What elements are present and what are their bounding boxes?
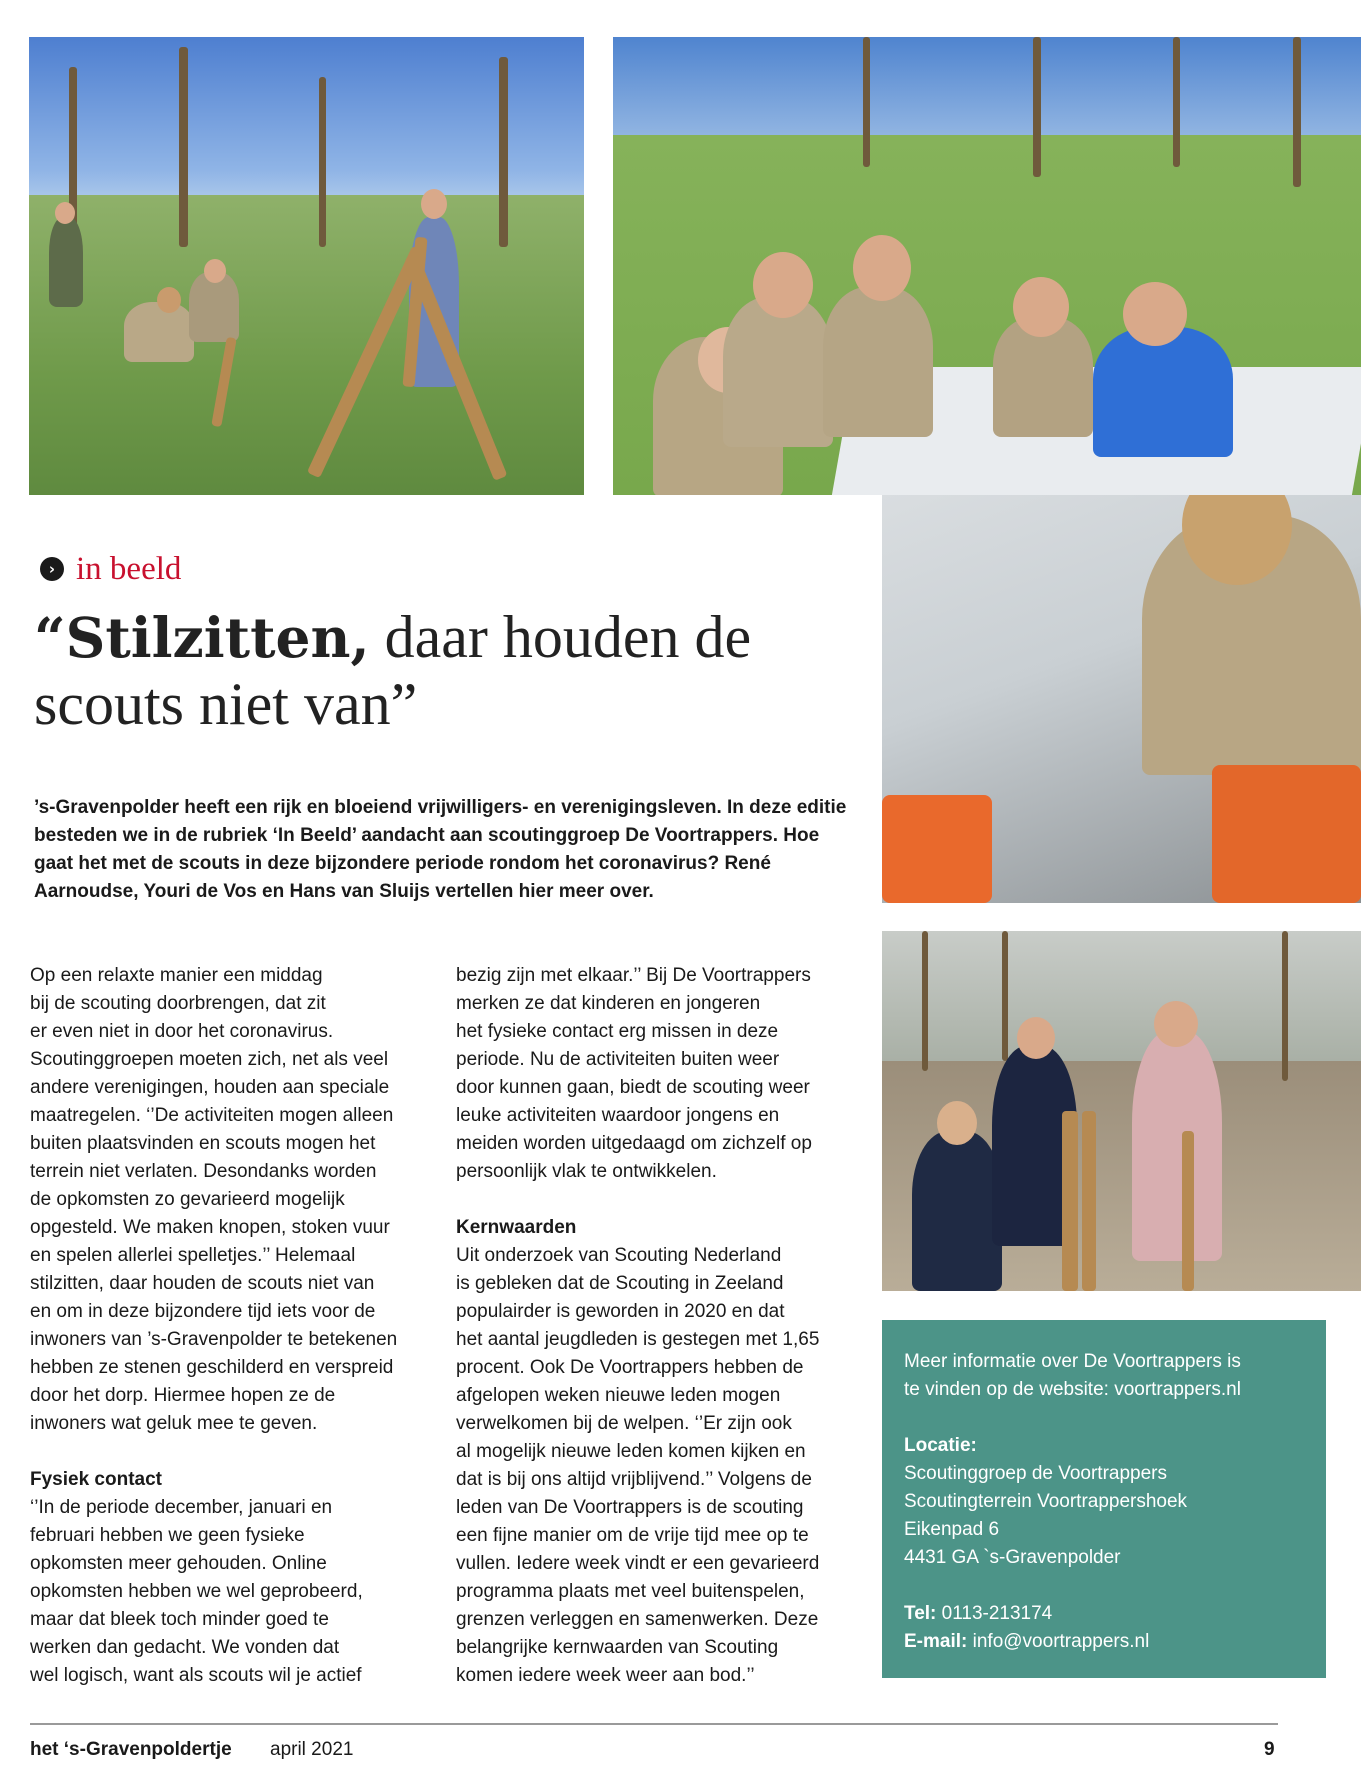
- footer-divider: [30, 1723, 1278, 1725]
- article-headline: [34, 604, 834, 737]
- tel-value: 0113-213174: [936, 1603, 1053, 1624]
- email-label: E-mail:: [904, 1631, 968, 1652]
- email-value: info@voortrappers.nl: [967, 1631, 1150, 1652]
- info-box-intro: Meer informatie over De Voortrappers is te vinden op de website: voortrappers.nl: [904, 1351, 1241, 1400]
- photo-scouts-pioneering: [29, 37, 584, 495]
- photo-scouts-painting-stones-table: [882, 495, 1361, 903]
- info-box: [882, 1320, 1326, 1678]
- headline-rest: daar houden de scouts niet van”: [34, 604, 752, 737]
- section-label: [40, 552, 181, 586]
- info-box-contact: [904, 1600, 1304, 1656]
- article-intro: ’s-Gravenpolder heeft een rijk en bloeiend vrijwilligers- en verenigingsleven. In deze editie besteden we in de rubriek ‘In Beeld’ aandacht aan scoutinggroep De Voortrappers. Hoe gaat het met de scouts in deze bijzondere periode rondom het coronavirus? René Aarnoudse, Youri de Vos en Hans van Sluijs vertellen hier meer over.: [34, 797, 847, 902]
- column-2-heading: Kernwaarden: [456, 1217, 577, 1238]
- column-1-paragraph-2: ‘’In de periode december, januari en februari hebben we geen fysieke opkomsten meer gehouden. Online opkomsten hebben we wel geprobeerd, maar dat bleek toch minder goed te werken dan gedacht. We vonden dat wel logisch, want als scouts wil je actief: [30, 1497, 363, 1686]
- location-label: Locatie:: [904, 1435, 977, 1456]
- article-column-1: [30, 962, 460, 1718]
- headline-strong: “Stilzitten,: [34, 605, 370, 670]
- chevron-right-circle-icon: ›: [40, 557, 64, 581]
- column-1-heading: Fysiek contact: [30, 1469, 162, 1490]
- column-1-paragraph-1: Op een relaxte manier een middag bij de scouting doorbrengen, dat zit er even niet in door het coronavirus. Scoutinggroepen moeten zich, net als veel andere verenigingen, houden aan speciale maatregelen. ‘’De activiteiten mogen alleen buiten plaatsvinden en scouts mogen het terrein niet verlaten. Desondanks worden de opkomsten zo gevarieerd mogelijk opgesteld. We maken knopen, stoken vuur en spelen allerlei spelletjes.’’ Helemaal stilzitten, daar houden de scouts niet van en om in deze bijzondere tijd iets voor de inwoners van ’s-Gravenpolder te betekenen hebben ze stenen geschilderd en verspreid door het dorp. Hiermee hopen ze de inwoners wat geluk mee te geven.: [30, 965, 398, 1434]
- info-box-location: [904, 1432, 1304, 1572]
- footer-publication: het ‘s-Gravenpoldertje: [30, 1739, 232, 1760]
- article-column-2: [456, 962, 886, 1718]
- tel-label: Tel:: [904, 1603, 937, 1624]
- column-2-paragraph-1: bezig zijn met elkaar.’’ Bij De Voortrappers merken ze dat kinderen en jongeren het fysieke contact erg missen in deze periode. Nu de activiteiten buiten weer door kunnen gaan, biedt de scouting weer leuke activiteiten waardoor jongens en meiden worden uitgedaagd om zichzelf op persoonlijk vlak te ontwikkelen.: [456, 965, 812, 1182]
- footer-page-number: 9: [1264, 1739, 1275, 1760]
- photo-scouts-painting-stones: [613, 37, 1361, 495]
- column-2-paragraph-2: Uit onderzoek van Scouting Nederland is gebleken dat de Scouting in Zeeland populairder is geworden in 2020 en dat het aantal jeugdleden is gestegen met 1,65 procent. Ook De Voortrappers hebben de afgelopen weken nieuwe leden mogen verwelkomen bij de welpen. ‘’Er zijn ook al mogelijk nieuwe leden komen kijken en dat is bij ons altijd vrijblijvend.’’ Volgens de leden van De Voortrappers is de scouting een fijne manier om de vrije tijd mee op te vullen. Iedere week vindt er een gevarieerd programma plaats met veel buitenspelen, grenzen verleggen en samenwerken. Deze belangrijke kernwaarden van Scouting komen iedere week weer aan bod.’’: [456, 1245, 820, 1686]
- footer-date: april 2021: [270, 1739, 354, 1760]
- photo-scouts-campfire: [882, 931, 1361, 1291]
- section-label-text: in beeld: [76, 550, 182, 587]
- location-lines: Scoutinggroep de Voortrappers Scoutingterrein Voortrappershoek Eikenpad 6 4431 GA `s-Gravenpolder: [904, 1463, 1188, 1568]
